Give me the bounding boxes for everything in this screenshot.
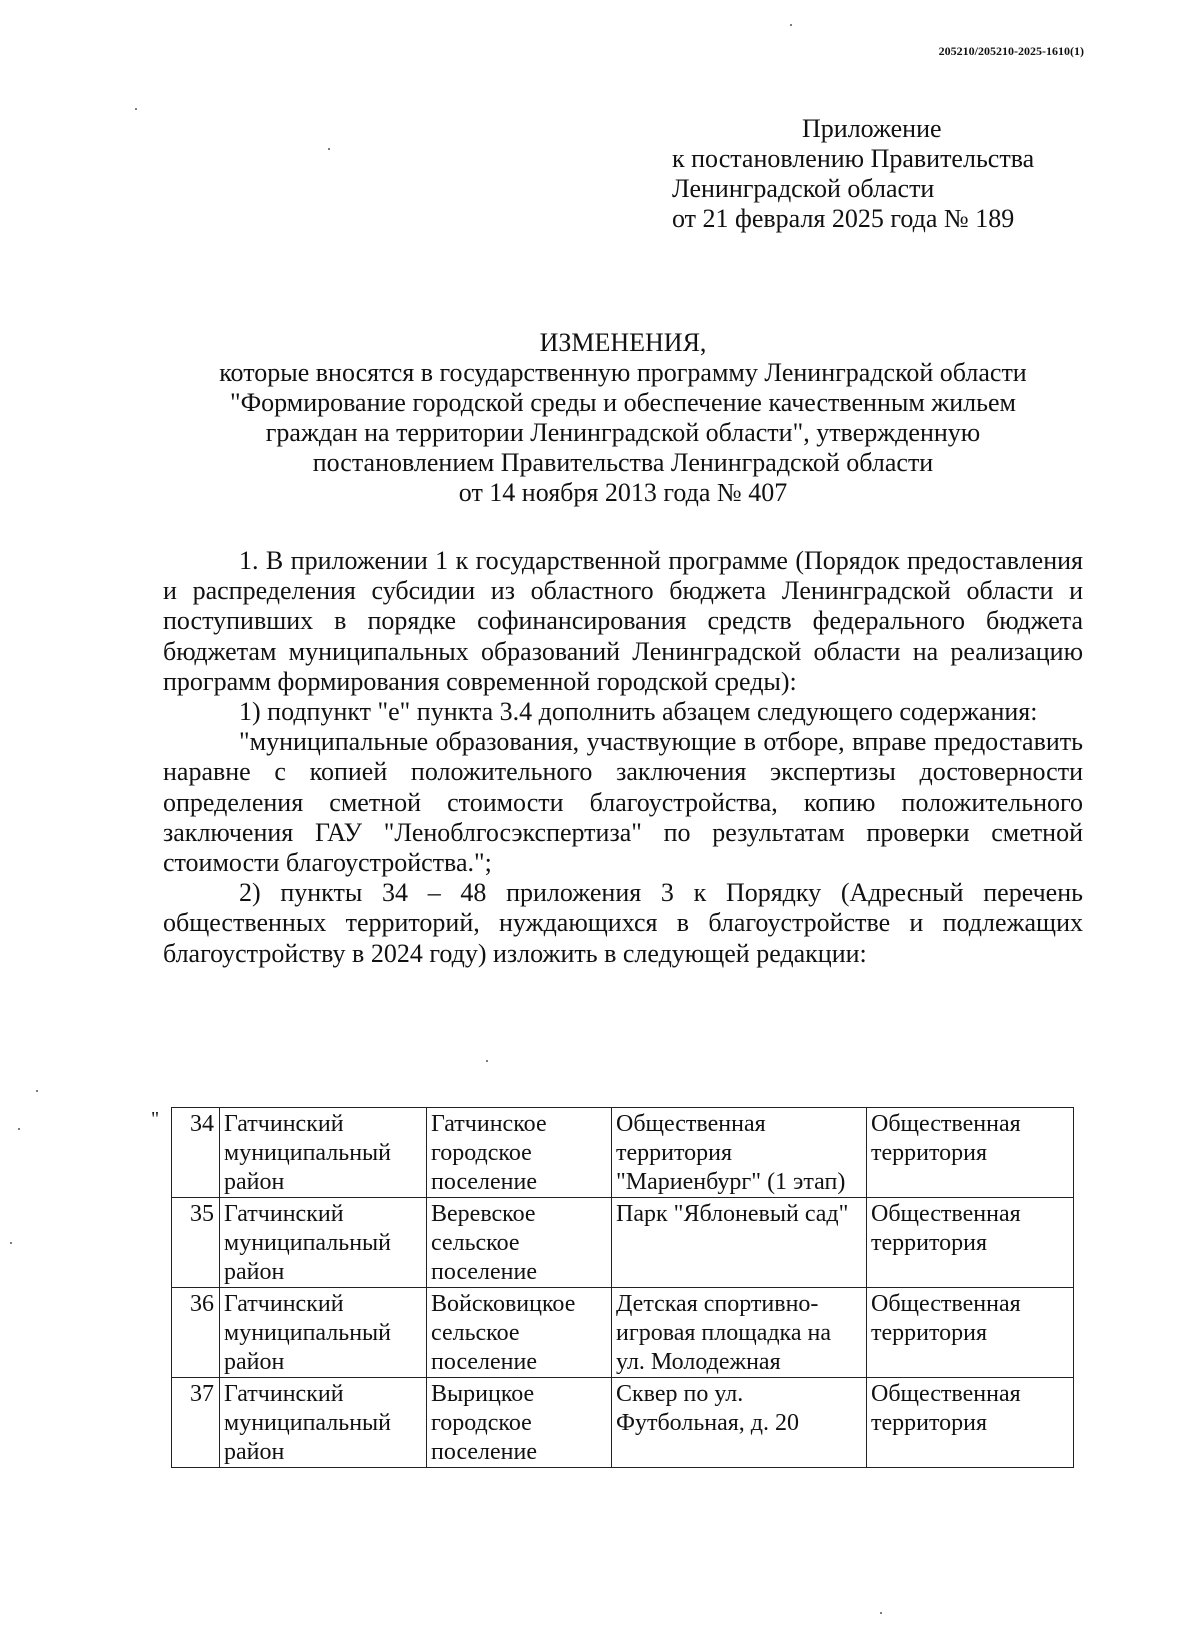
scan-speck xyxy=(36,1090,38,1092)
appendix-line-2: к постановлению Правительства xyxy=(672,144,1035,173)
scan-speck xyxy=(10,1242,12,1244)
appendix-block xyxy=(672,114,1034,234)
scan-speck xyxy=(880,1612,882,1614)
title-line-5: от 14 ноября 2013 года № 407 xyxy=(458,478,788,507)
district-cell: Гатчинский муниципальный район xyxy=(220,1108,427,1198)
table-row xyxy=(172,1198,1074,1288)
settlement-cell: Войсковицкое сельское поселение xyxy=(427,1288,612,1378)
type-cell: Общественная территория xyxy=(867,1288,1074,1378)
title-line-3: граждан на территории Ленинградской области", утвержденную xyxy=(265,418,981,447)
district-cell: Гатчинский муниципальный район xyxy=(220,1198,427,1288)
paragraph-2: 1) подпункт "е" пункта 3.4 дополнить абзацем следующего содержания: xyxy=(239,697,1038,727)
table-row xyxy=(172,1288,1074,1378)
paragraph-1: 1. В приложении 1 к государственной программе (Порядок предоставления и распределения субсидии из областного бюджета Ленинградской области и поступивших в порядке софинансирования средств федерального бюджета бюджетам муниципальных образований Ленинградской области на реализацию программ формирования современной городской среды): xyxy=(163,546,1083,696)
object-cell: Парк "Яблоневый сад" xyxy=(612,1198,867,1288)
appendix-line-3: Ленинградской области xyxy=(672,174,935,203)
object-cell: Детская спортивно-игровая площадка на ул. Молодежная xyxy=(612,1288,867,1378)
row-number: 36 xyxy=(172,1288,220,1378)
title-line-1: которые вносятся в государственную программу Ленинградской области xyxy=(219,358,1027,387)
title-line-2: "Формирование городской среды и обеспечение качественным жильем xyxy=(229,388,1016,417)
table-row xyxy=(172,1378,1074,1468)
scan-speck xyxy=(18,1128,20,1130)
type-cell: Общественная территория xyxy=(867,1198,1074,1288)
table-row xyxy=(172,1108,1074,1198)
scan-speck xyxy=(486,1060,488,1062)
document-id: 205210/205210-2025-1610(1) xyxy=(938,44,1084,58)
row-number: 37 xyxy=(172,1378,220,1468)
settlement-cell: Гатчинское городское поселение xyxy=(427,1108,612,1198)
title-line-4: постановлением Правительства Ленинградской области xyxy=(312,448,934,477)
district-cell: Гатчинский муниципальный район xyxy=(220,1378,427,1468)
scan-speck xyxy=(135,108,137,110)
document-title xyxy=(163,328,1083,508)
type-cell: Общественная территория xyxy=(867,1378,1074,1468)
settlement-cell: Веревское сельское поселение xyxy=(427,1198,612,1288)
object-cell: Сквер по ул. Футбольная, д. 20 xyxy=(612,1378,867,1468)
open-quote-mark: " xyxy=(151,1108,160,1130)
row-number: 34 xyxy=(172,1108,220,1198)
scan-speck xyxy=(328,148,330,150)
paragraph-4: 2) пункты 34 – 48 приложения 3 к Порядку (Адресный перечень общественных территорий, нуждающихся в благоустройстве и подлежащих благоустройству в 2024 году) изложить в следующей редакции: xyxy=(163,878,1083,968)
title-heading: ИЗМЕНЕНИЯ, xyxy=(539,328,707,357)
object-cell: Общественная территория "Мариенбург" (1 этап) xyxy=(612,1108,867,1198)
appendix-line-1: Приложение xyxy=(802,114,942,143)
district-cell: Гатчинский муниципальный район xyxy=(220,1288,427,1378)
row-number: 35 xyxy=(172,1198,220,1288)
body-text xyxy=(163,546,1083,969)
address-table xyxy=(171,1107,1074,1468)
scan-speck xyxy=(790,24,792,26)
paragraph-3: "муниципальные образования, участвующие в отборе, вправе предоставить наравне с копией положительного заключения экспертизы достоверности определения сметной стоимости благоустройства, копию положительного заключения ГАУ "Леноблгосэкспертиза" по результатам проверки сметной стоимости благоустройства."; xyxy=(163,727,1083,878)
appendix-line-4: от 21 февраля 2025 года № 189 xyxy=(672,204,1015,233)
settlement-cell: Вырицкое городское поселение xyxy=(427,1378,612,1468)
type-cell: Общественная территория xyxy=(867,1108,1074,1198)
